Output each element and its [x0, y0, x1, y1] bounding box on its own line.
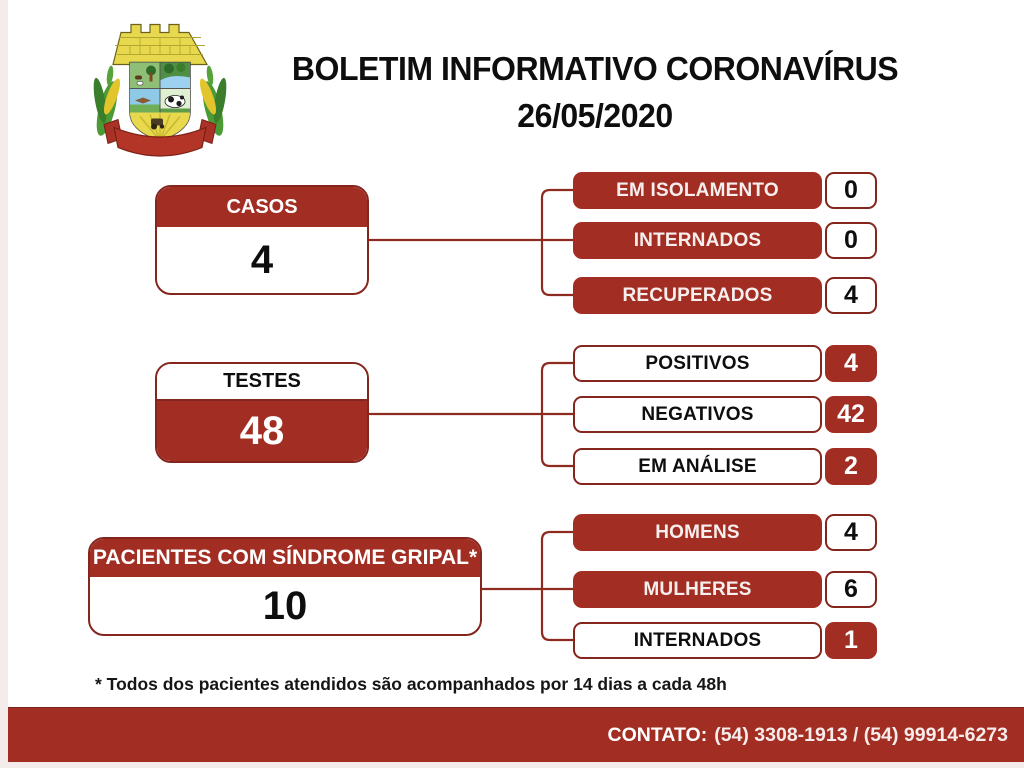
homens-value: 4: [825, 514, 877, 551]
internados-casos-label: INTERNADOS: [573, 222, 822, 259]
row-negativos: [573, 396, 877, 433]
row-mulheres: [573, 571, 877, 608]
page-date: 26/05/2020: [517, 97, 673, 134]
contact-label: CONTATO:: [607, 723, 708, 746]
footnote-text: * Todos dos pacientes atendidos são acompanhados por 14 dias a cada 48h: [95, 674, 727, 694]
testes-value: 48: [157, 401, 367, 461]
shield: [130, 63, 190, 143]
mulheres-value: 6: [825, 571, 877, 608]
row-em-isolamento: [573, 172, 877, 209]
mulheres-label: MULHERES: [573, 571, 822, 608]
connector-group-gripal: [482, 532, 573, 640]
row-homens: [573, 514, 877, 551]
row-internados-casos: [573, 222, 877, 259]
positivos-label: POSITIVOS: [573, 345, 822, 382]
homens-label: HOMENS: [573, 514, 822, 551]
row-em-analise: [573, 448, 877, 485]
testes-label: TESTES: [157, 364, 367, 401]
page-title-block: [256, 50, 935, 135]
contact-numbers: (54) 3308-1913 / (54) 99914-6273: [714, 723, 1008, 746]
em-isolamento-value: 0: [825, 172, 877, 209]
bottom-edge-strip: [8, 762, 1024, 768]
sindrome-gripal-label: PACIENTES COM SÍNDROME GRIPAL*: [90, 539, 480, 577]
sindrome-gripal-summary-box: [88, 537, 482, 636]
em-analise-label: EM ANÁLISE: [573, 448, 822, 485]
contact-bar: [8, 707, 1024, 762]
coat-of-arms-icon: [85, 10, 235, 165]
recuperados-value: 4: [825, 277, 877, 314]
left-edge-strip: [0, 0, 8, 768]
page-title: BOLETIM INFORMATIVO CORONAVÍRUS: [291, 50, 899, 87]
casos-label: CASOS: [157, 187, 367, 227]
negativos-label: NEGATIVOS: [573, 396, 822, 433]
casos-summary-box: [155, 185, 369, 295]
sindrome-gripal-value: 10: [262, 583, 308, 628]
internados-gripal-label: INTERNADOS: [573, 622, 822, 659]
em-analise-value: 2: [825, 448, 877, 485]
row-positivos: [573, 345, 877, 382]
municipal-coat-of-arms-logo: [85, 10, 235, 165]
testes-summary-box: [155, 362, 369, 463]
mural-crown: [113, 25, 207, 65]
connector-group-testes: [369, 363, 573, 466]
casos-value: 4: [250, 238, 274, 282]
internados-gripal-value: 1: [825, 622, 877, 659]
connector-group-casos: [369, 190, 573, 295]
positivos-value: 4: [825, 345, 877, 382]
row-recuperados: [573, 277, 877, 314]
em-isolamento-label: EM ISOLAMENTO: [573, 172, 822, 209]
recuperados-label: RECUPERADOS: [573, 277, 822, 314]
internados-casos-value: 0: [825, 222, 877, 259]
row-internados-gripal: [573, 622, 877, 659]
negativos-value: 42: [825, 396, 877, 433]
